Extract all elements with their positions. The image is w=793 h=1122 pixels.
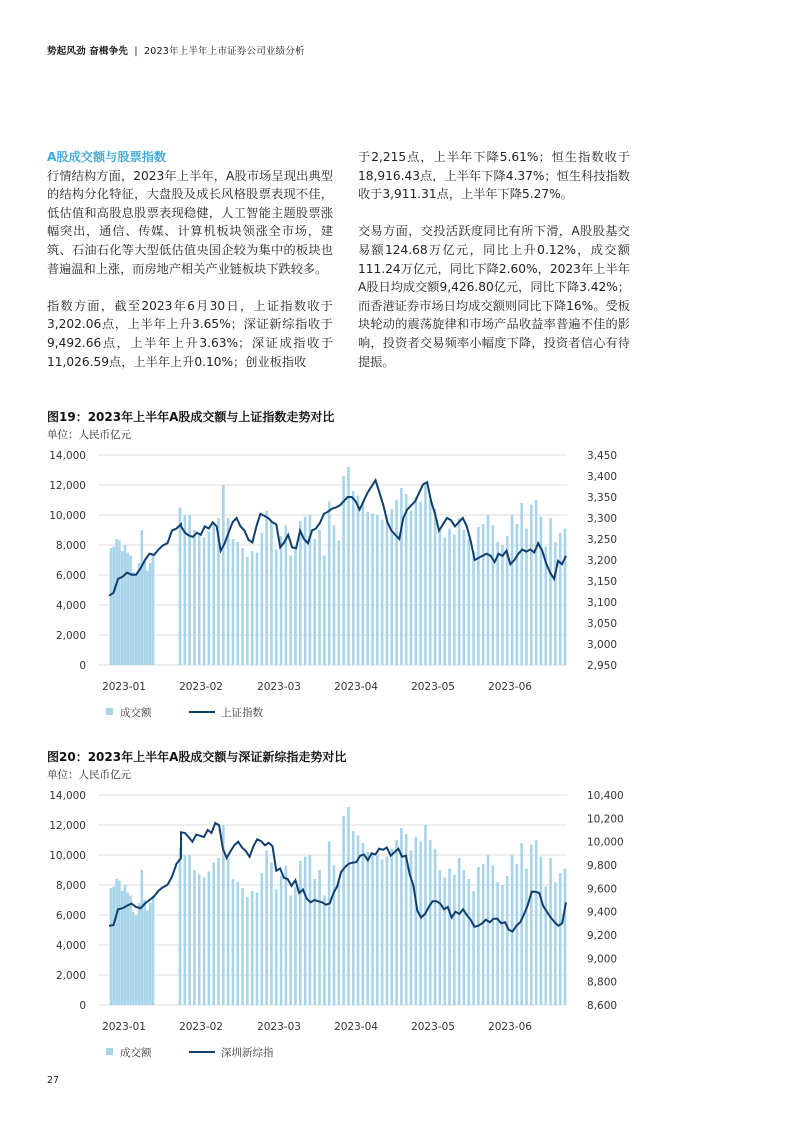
bar-turnover (357, 496, 360, 666)
bar-turnover (318, 870, 321, 1005)
bar-turnover (323, 896, 326, 1006)
bar-turnover (313, 539, 316, 665)
bar-turnover (132, 912, 135, 1005)
bar-turnover (246, 897, 249, 1005)
bar-turnover (227, 858, 230, 1005)
bar-turnover (193, 530, 196, 665)
bar-turnover (135, 575, 138, 665)
left-axis-tick-label: 10,000 (49, 850, 86, 862)
bar-turnover (275, 890, 278, 1006)
left-axis-tick-label: 4,000 (55, 600, 86, 612)
bar-turnover (492, 866, 495, 1006)
bar-turnover (256, 893, 259, 1006)
bar-turnover (236, 542, 239, 665)
bar-turnover (415, 837, 418, 1005)
bar-turnover (501, 885, 504, 1005)
paragraph-index-continued: 于2,215点，上半年下降5.61%；恒生指数收于18,916.43点，上半年下降4.37%；恒生科技指数收于3,911.31点，上半年下降5.27%。 (358, 150, 630, 202)
bar-turnover (222, 485, 225, 665)
header-brand: 势起风劲 奋楫争先 (47, 46, 129, 57)
bar-turnover (127, 893, 130, 1006)
bar-turnover (129, 896, 132, 1006)
bar-turnover (113, 887, 116, 1006)
bar-turnover (520, 503, 523, 665)
figure-20-unit: 单位：人民币亿元 (47, 769, 131, 781)
bar-turnover (285, 866, 288, 1006)
bar-turnover (203, 878, 206, 1006)
right-axis-tick-label: 10,400 (587, 790, 624, 802)
x-axis-tick-label: 2023-02 (179, 1021, 223, 1033)
bar-turnover (492, 526, 495, 666)
paragraph-index: 指数方面，截至2023年6月30日，上证指数收于3,202.06点，上半年上升3.65%；深证新综指收于9,492.66点，上半年上升3.63%；深证成指收于11,026.59点，上半年上升0.10%；创业板指收 (47, 298, 333, 369)
bar-turnover (554, 542, 557, 665)
bar-turnover (241, 888, 244, 1005)
right-axis-tick-label: 3,400 (587, 471, 618, 483)
left-axis-tick-label: 14,000 (49, 450, 86, 462)
bar-turnover (429, 840, 432, 1005)
bar-turnover (179, 848, 182, 1006)
bar-turnover (198, 535, 201, 666)
bar-turnover (328, 842, 331, 1006)
bar-turnover (439, 870, 442, 1005)
bar-turnover (256, 553, 259, 666)
bar-turnover (138, 903, 141, 1005)
left-axis-tick-label: 6,000 (55, 910, 86, 922)
bar-turnover (309, 855, 312, 1005)
bar-turnover (261, 873, 264, 1005)
bar-turnover (338, 881, 341, 1006)
bar-turnover (188, 515, 191, 665)
bar-turnover (525, 869, 528, 1006)
bar-turnover (448, 529, 451, 666)
bar-turnover (184, 855, 187, 1005)
bar-turnover (241, 548, 244, 665)
bar-turnover (124, 885, 127, 1005)
figure-20-title: 图20：2023年上半年A股成交额与深证新综指走势对比 (47, 750, 347, 764)
bar-turnover (265, 851, 268, 1006)
bar-turnover (516, 864, 519, 1005)
right-axis-tick-label: 3,000 (587, 639, 618, 651)
bar-turnover (149, 903, 152, 1005)
bar-turnover (198, 875, 201, 1006)
bar-turnover (323, 556, 326, 666)
bar-turnover (338, 541, 341, 666)
bar-turnover (318, 530, 321, 665)
left-axis-tick-label: 10,000 (49, 510, 86, 522)
bar-turnover (535, 840, 538, 1005)
figure-19-chart (0, 440, 793, 730)
bar-turnover (193, 870, 196, 1005)
bar-turnover (217, 858, 220, 1005)
left-axis-tick-label: 12,000 (49, 480, 86, 492)
bar-turnover (352, 831, 355, 1005)
bar-turnover (559, 533, 562, 665)
text-column-left (47, 148, 333, 390)
right-axis-tick-label: 10,200 (587, 813, 624, 826)
bar-turnover (472, 891, 475, 1005)
bar-turnover (352, 491, 355, 665)
bar-turnover (227, 518, 230, 665)
header-doc-title: 2023年上半年上市证券公司业绩分析 (143, 46, 305, 57)
bar-turnover (410, 511, 413, 666)
legend-bar-label: 成交额 (120, 1047, 152, 1059)
bar-turnover (118, 541, 121, 666)
bar-turnover (496, 542, 499, 665)
bar-turnover (208, 532, 211, 666)
bar-turnover (516, 524, 519, 665)
bar-turnover (424, 485, 427, 665)
bar-turnover (472, 551, 475, 665)
bar-turnover (110, 888, 113, 1005)
right-axis-tick-label: 3,200 (587, 555, 618, 567)
bar-turnover (448, 869, 451, 1006)
bar-turnover (362, 503, 365, 665)
bar-turnover (511, 515, 514, 665)
bar-turnover (141, 870, 144, 1005)
bar-turnover (458, 518, 461, 665)
bar-turnover (467, 879, 470, 1005)
bar-turnover (342, 816, 345, 1005)
header-separator: | (134, 46, 138, 57)
bar-turnover (540, 857, 543, 1006)
bar-turnover (110, 548, 113, 665)
bar-turnover (251, 891, 254, 1005)
paragraph-trading: 交易方面，交投活跃度同比有所下滑，A股股基交易额124.68万亿元，同比上升0.12%，成交额111.24万亿元，同比下降2.60%，2023年上半年A股日均成交额9,426.80亿元，同比下降3.42%；而香港证券市场日均成交额则同比下降16%。受板块轮动的震荡旋律和市场产品收益率普遍不佳的影响，投资者交易频率小幅度下降，投资者信心有待提振。 (358, 224, 630, 369)
x-axis-tick-label: 2023-06 (488, 681, 532, 693)
bar-turnover (549, 518, 552, 665)
bar-turnover (554, 882, 557, 1005)
bar-turnover (443, 538, 446, 666)
left-axis-tick-label: 12,000 (49, 820, 86, 832)
bar-turnover (371, 514, 374, 666)
bar-turnover (419, 502, 422, 666)
bar-turnover (381, 520, 384, 666)
bar-turnover (429, 500, 432, 665)
bar-turnover (371, 854, 374, 1006)
left-axis-tick-label: 0 (79, 1000, 86, 1012)
bar-turnover (496, 882, 499, 1005)
x-axis-tick-label: 2023-05 (411, 681, 455, 693)
right-axis-tick-label: 2,950 (587, 660, 618, 672)
section-title: A股成交额与股票指数 (47, 150, 167, 164)
bar-turnover (544, 887, 547, 1006)
legend-line-label: 深圳新综指 (221, 1047, 274, 1059)
bar-turnover (405, 494, 408, 665)
right-axis-tick-label: 3,150 (587, 576, 618, 588)
bar-turnover (289, 556, 292, 666)
bar-turnover (487, 855, 490, 1005)
bar-turnover (501, 545, 504, 665)
bar-turnover (143, 560, 146, 665)
bar-turnover (289, 896, 292, 1006)
right-axis-tick-label: 3,100 (587, 597, 618, 609)
bar-turnover (132, 572, 135, 665)
right-axis-tick-label: 9,400 (587, 906, 618, 919)
left-axis-tick-label: 8,000 (55, 880, 86, 892)
right-axis-tick-label: 3,250 (587, 534, 618, 546)
bar-turnover (333, 526, 336, 666)
bar-turnover (439, 530, 442, 665)
left-axis-tick-label: 0 (79, 660, 86, 672)
bar-turnover (270, 523, 273, 666)
legend-bar-swatch (106, 1048, 113, 1055)
page-number: 27 (47, 1075, 60, 1086)
bar-turnover (208, 872, 211, 1006)
right-axis-tick-label: 10,000 (587, 836, 624, 849)
bar-turnover (251, 551, 254, 665)
bar-turnover (400, 488, 403, 665)
right-axis-tick-label: 3,300 (587, 513, 618, 525)
right-axis-tick-label: 9,800 (587, 860, 618, 872)
bar-turnover (458, 858, 461, 1005)
bar-turnover (564, 529, 567, 666)
right-axis-tick-label: 8,800 (587, 976, 618, 989)
left-axis-tick-label: 4,000 (55, 940, 86, 952)
bar-turnover (434, 849, 437, 1005)
bar-turnover (275, 550, 278, 666)
bar-turnover (152, 896, 155, 1006)
bar-turnover (540, 517, 543, 666)
bar-turnover (203, 538, 206, 666)
x-axis-tick-label: 2023-01 (102, 1021, 146, 1033)
bar-turnover (530, 505, 533, 666)
bar-turnover (386, 517, 389, 666)
figure-19-unit: 单位：人民币亿元 (47, 429, 131, 441)
bar-turnover (559, 873, 562, 1005)
bar-turnover (143, 900, 146, 1005)
bar-turnover (115, 539, 118, 665)
bar-turnover (299, 861, 302, 1005)
right-axis-tick-label: 9,200 (587, 930, 618, 942)
legend-bar-swatch (106, 708, 113, 715)
left-axis-tick-label: 8,000 (55, 540, 86, 552)
bar-turnover (135, 915, 138, 1005)
legend-line-label: 上证指数 (221, 707, 263, 719)
left-axis-tick-label: 14,000 (49, 790, 86, 802)
bar-turnover (118, 881, 121, 1006)
bar-turnover (467, 539, 470, 665)
bar-turnover (146, 911, 149, 1006)
bar-turnover (146, 571, 149, 666)
bar-turnover (530, 845, 533, 1006)
left-axis-tick-label: 2,000 (55, 970, 86, 982)
right-axis-tick-label: 3,050 (587, 618, 618, 630)
bar-turnover (304, 857, 307, 1006)
bar-turnover (419, 842, 422, 1006)
bar-turnover (390, 849, 393, 1005)
right-axis-tick-label: 8,600 (587, 1000, 618, 1012)
bar-turnover (184, 515, 187, 665)
bar-turnover (261, 533, 264, 665)
bar-turnover (212, 523, 215, 666)
bar-turnover (395, 500, 398, 665)
bar-turnover (333, 866, 336, 1006)
right-axis-tick-label: 3,350 (587, 492, 618, 504)
paragraph-market-structure: 行情结构方面，2023年上半年，A股市场呈现出典型的结构分化特征，大盘股及成长风格股票表现不佳，低估值和高股息股票表现稳健，人工智能主题股票涨幅突出，通信、传媒、计算机板块领涨全市场，建筑、石油石化等大型低估值央国企较为集中的板块也普遍温和上涨，而房地产相关产业链板块下跌较多。 (47, 168, 333, 276)
x-axis-tick-label: 2023-05 (411, 1021, 455, 1033)
bar-turnover (535, 500, 538, 665)
x-axis-tick-label: 2023-03 (257, 681, 301, 693)
bar-turnover (564, 869, 567, 1006)
x-axis-tick-label: 2023-06 (488, 1021, 532, 1033)
bar-turnover (299, 521, 302, 665)
x-axis-tick-label: 2023-01 (102, 681, 146, 693)
bar-turnover (294, 547, 297, 666)
bar-turnover (265, 511, 268, 666)
bar-turnover (138, 563, 141, 665)
bar-turnover (232, 879, 235, 1005)
bar-turnover (443, 878, 446, 1006)
bar-turnover (453, 535, 456, 666)
bar-turnover (366, 852, 369, 1005)
text-column-right (358, 148, 630, 390)
bar-turnover (525, 529, 528, 666)
bar-turnover (188, 855, 191, 1005)
figure-19-title: 图19：2023年上半年A股成交额与上证指数走势对比 (47, 410, 335, 424)
bar-turnover (477, 867, 480, 1005)
bar-turnover (270, 863, 273, 1006)
bar-turnover (129, 556, 132, 666)
bar-turnover (152, 556, 155, 666)
bar-turnover (376, 515, 379, 665)
bar-turnover (124, 545, 127, 665)
bar-turnover (506, 876, 509, 1005)
bar-turnover (328, 502, 331, 666)
x-axis-tick-label: 2023-04 (334, 1021, 378, 1033)
left-axis-tick-label: 2,000 (55, 630, 86, 642)
bar-turnover (179, 508, 182, 666)
bar-turnover (549, 858, 552, 1005)
bar-turnover (386, 857, 389, 1006)
x-axis-tick-label: 2023-03 (257, 1021, 301, 1033)
bar-turnover (415, 497, 418, 665)
bar-turnover (347, 807, 350, 1005)
bar-turnover (246, 557, 249, 665)
bar-turnover (141, 530, 144, 665)
bar-turnover (113, 547, 116, 666)
bar-turnover (236, 882, 239, 1005)
bar-turnover (232, 539, 235, 665)
legend-bar-label: 成交额 (120, 707, 152, 719)
bar-turnover (121, 551, 124, 665)
bar-turnover (294, 887, 297, 1006)
bar-turnover (463, 530, 466, 665)
figure-20-chart (0, 780, 793, 1070)
bar-turnover (342, 476, 345, 665)
bar-turnover (477, 527, 480, 665)
bar-turnover (376, 855, 379, 1005)
bar-turnover (115, 879, 118, 1005)
running-header (47, 43, 305, 57)
bar-turnover (285, 526, 288, 666)
bar-turnover (487, 515, 490, 665)
x-axis-tick-label: 2023-02 (179, 681, 223, 693)
bar-turnover (395, 840, 398, 1005)
right-axis-tick-label: 9,000 (587, 953, 618, 966)
bar-turnover (381, 860, 384, 1006)
bar-turnover (482, 864, 485, 1005)
bar-turnover (280, 536, 283, 665)
x-axis-tick-label: 2023-04 (334, 681, 378, 693)
bar-turnover (463, 870, 466, 1005)
bar-turnover (520, 843, 523, 1005)
bar-turnover (366, 512, 369, 665)
left-axis-tick-label: 6,000 (55, 570, 86, 582)
bar-turnover (149, 563, 152, 665)
bar-turnover (482, 524, 485, 665)
right-axis-tick-label: 3,450 (587, 450, 618, 462)
bar-turnover (313, 879, 316, 1005)
bar-turnover (212, 863, 215, 1006)
bar-turnover (362, 843, 365, 1005)
bar-turnover (280, 876, 283, 1005)
right-axis-tick-label: 9,600 (587, 883, 618, 896)
bar-turnover (127, 553, 130, 666)
bar-turnover (453, 875, 456, 1006)
bar-turnover (434, 509, 437, 665)
